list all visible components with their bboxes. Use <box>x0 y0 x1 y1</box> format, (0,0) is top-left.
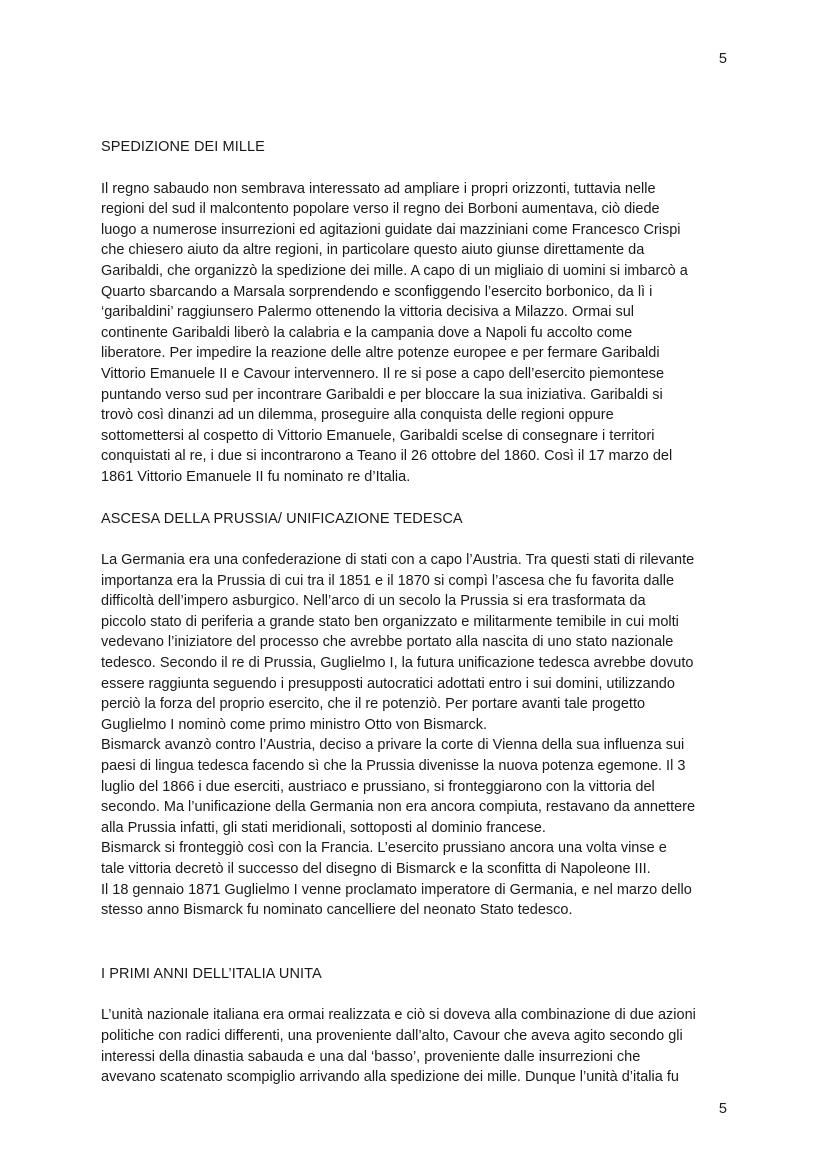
page-number-bottom: 5 <box>718 1101 727 1117</box>
section-heading: I PRIMI ANNI DELL’ITALIA UNITA <box>101 965 322 982</box>
text-line: Il 18 gennaio 1871 Guglielmo I venne proclamato imperatore di Germania, e nel marzo dello <box>101 881 692 898</box>
section-ascesa-della-prussia <box>101 509 741 921</box>
text-line: avevano scatenato scompiglio arrivando alla spedizione dei mille. Dunque l’unità d’italia fu <box>101 1069 679 1086</box>
document-body <box>101 137 741 1088</box>
text-line: trovò così dinanzi ad un dilemma, proseguire alla conquista delle regioni oppure <box>101 407 614 424</box>
text-line: tedesco. Secondo il re di Prussia, Guglielmo I, la futura unificazione tedesca avrebbe dovuto <box>101 655 694 672</box>
text-line: La Germania era una confederazione di stati con a capo l’Austria. Tra questi stati di rilevante <box>101 552 695 569</box>
text-line: regioni del sud il malcontento popolare verso il regno dei Borboni aumentava, ciò diede <box>101 201 660 218</box>
text-line: che chiesero aiuto da altre regioni, in particolare questo aiuto giunse direttamente da <box>101 242 645 259</box>
text-line: Quarto sbarcando a Marsala sorprendendo e sconfiggendo l’esercito borbonico, da lì i <box>101 283 653 300</box>
text-line: continente Garibaldi liberò la calabria e la campania dove a Napoli fu accolto come <box>101 324 633 341</box>
text-line: luglio del 1866 i due eserciti, austriaco e prussiano, si fronteggiarono con la vittoria del <box>101 778 655 795</box>
text-line: interessi della dinastia sabauda e una dal ‘basso’, proveniente dalle insurrezioni che <box>101 1048 641 1065</box>
text-line: tale vittoria decretò il successo del disegno di Bismarck e la sconfitta di Napoleone III. <box>101 861 651 877</box>
text-line: piccolo stato di periferia a grande stato ben organizzato e militarmente temibile in cui molti <box>101 613 679 630</box>
text-line: alla Prussia infatti, gli stati meridionali, sottoposti al dominio francese. <box>101 819 546 836</box>
text-line: luogo a numerose insurrezioni ed agitazioni guidate dai mazziniani come Francesco Crispi <box>101 221 681 238</box>
section-spedizione-dei-mille <box>101 137 741 488</box>
text-line: sottomettersi al cospetto di Vittorio Emanuele, Garibaldi scelse di consegnare i territori <box>101 427 655 444</box>
text-line: Bismarck avanzò contro l’Austria, deciso a privare la corte di Vienna della sua influenza sui <box>101 737 685 754</box>
section-heading: SPEDIZIONE DEI MILLE <box>101 139 265 155</box>
section-primi-anni-italia-unita <box>101 964 741 1088</box>
section-heading: ASCESA DELLA PRUSSIA/ UNIFICAZIONE TEDESCA <box>101 510 463 527</box>
text-line: Guglielmo I nominò come primo ministro Otto von Bismarck. <box>101 716 487 733</box>
text-line: importanza era la Prussia di cui tra il 1851 e il 1870 si compì l’ascesa che fu favorita dalle <box>101 572 675 589</box>
text-line: L’unità nazionale italiana era ormai realizzata e ciò si doveva alla combinazione di due azioni <box>101 1007 696 1024</box>
text-line: essere raggiunta seguendo i presupposti autocratici adottati entro i sui domini, utilizzando <box>101 675 675 692</box>
text-line: Il regno sabaudo non sembrava interessato ad ampliare i propri orizzonti, tuttavia nelle <box>101 180 656 197</box>
text-line: difficoltà dell’impero asburgico. Nell’arco di un secolo la Prussia si era trasformata da <box>101 593 646 610</box>
section-paragraph <box>101 550 741 921</box>
text-line: paesi di lingua tedesca facendo sì che la Prussia divenisse la nuova potenza egemone. Il 3 <box>101 758 686 775</box>
section-paragraph <box>101 1005 741 1087</box>
text-line: vedevano l’iniziatore del processo che avrebbe portato alla nascita di uno stato nazionale <box>101 634 674 651</box>
text-line: puntando verso sud per incontrare Garibaldi e per bloccare la sua iniziativa. Garibaldi si <box>101 386 663 403</box>
text-line: Garibaldi, che organizzò la spedizione dei mille. A capo di un migliaio di uomini si imbarcò a <box>101 262 688 279</box>
text-line: politiche con radici differenti, una proveniente dall’alto, Cavour che aveva agito secondo gli <box>101 1027 683 1044</box>
page-number-top: 5 <box>718 51 727 67</box>
text-line: stesso anno Bismarck fu nominato cancelliere del neonato Stato tedesco. <box>101 902 573 919</box>
section-paragraph <box>101 179 741 488</box>
text-line: Vittorio Emanuele II e Cavour intervennero. Il re si pose a capo dell’esercito piemontese <box>101 365 665 382</box>
text-line: conquistati al re, i due si incontrarono a Teano il 26 ottobre del 1860. Così il 17 marzo del <box>101 448 673 465</box>
text-line: liberatore. Per impedire la reazione delle altre potenze europee e per fermare Garibaldi <box>101 345 660 362</box>
text-line: ‘garibaldini’ raggiunsero Palermo ottenendo la vittoria decisiva a Milazzo. Ormai sul <box>101 304 634 321</box>
text-line: perciò la forza del proprio esercito, che il re potenziò. Per portare avanti tale progetto <box>101 696 646 713</box>
text-line: secondo. Ma l’unificazione della Germania non era ancora compiuta, restavano da annettere <box>101 799 696 816</box>
text-line: 1861 Vittorio Emanuele II fu nominato re d’Italia. <box>101 468 411 485</box>
text-line: Bismarck si fronteggiò così con la Francia. L’esercito prussiano ancora una volta vinse e <box>101 840 667 857</box>
